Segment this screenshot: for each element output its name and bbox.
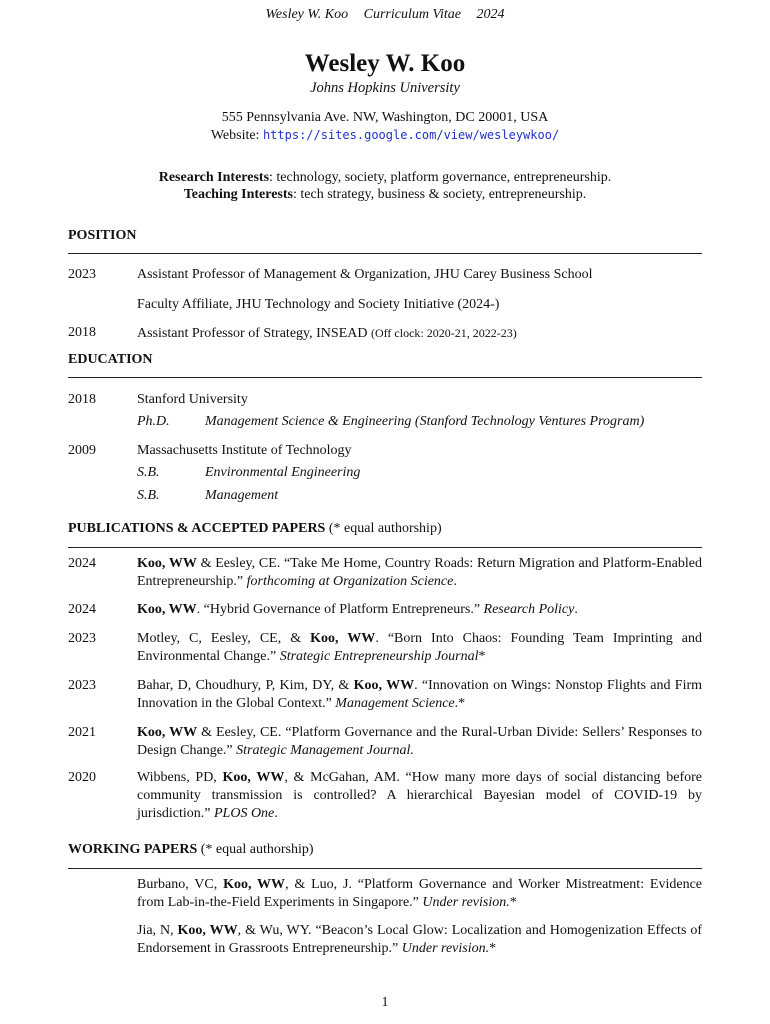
cv-name: Wesley W. Koo xyxy=(304,50,466,77)
pub-year: 2023 xyxy=(68,631,96,646)
pub-year: 2023 xyxy=(68,678,96,693)
pub-venue: forthcoming at Organization Science xyxy=(246,574,454,589)
position-entry: Assistant Professor of Management & Organization, JHU Carey Business School xyxy=(137,267,593,282)
pub-title: & Eesley, CE. “Platform Governance and the Rural-Urban Divide: Sellers’ Responses to Design Change.” xyxy=(137,725,702,758)
section-rule xyxy=(68,868,702,869)
research-label: Research Interests xyxy=(158,170,270,185)
pub-title: . “Innovation on Wings: Nonstop Flights and Firm Innovation in the Global Context.” xyxy=(137,678,703,711)
pub-venue: Strategic Entrepreneurship Journal xyxy=(279,649,479,664)
running-head-name: Wesley W. Koo xyxy=(265,7,349,22)
page-number: 1 xyxy=(381,995,389,1010)
website-label: Website: xyxy=(210,128,260,143)
degree: Ph.D. xyxy=(137,414,170,429)
pub-author-self: Koo, WW xyxy=(137,725,198,740)
pub-title: . “Hybrid Governance of Platform Entrepreneurs.” xyxy=(196,602,484,617)
pub-end: .* xyxy=(454,696,466,711)
pub-end: * xyxy=(478,649,486,664)
teaching-text: : tech strategy, business & society, entrepreneurship. xyxy=(293,187,587,202)
publication-entry xyxy=(137,555,702,591)
pub-author-self: Koo, WW xyxy=(222,770,285,785)
running-head-doc: Curriculum Vitae xyxy=(363,7,461,22)
teaching-interests xyxy=(0,187,770,203)
degree: S.B. xyxy=(137,488,160,503)
wp-end: * xyxy=(489,941,497,956)
pub-author-self: Koo, WW xyxy=(310,631,376,646)
website-line xyxy=(0,128,770,144)
running-head xyxy=(0,7,770,23)
school-name: Stanford University xyxy=(137,392,248,407)
degree-field: Management Science & Engineering (Stanford Technology Ventures Program) xyxy=(205,414,645,429)
pub-title: . “Born Into Chaos: Founding Team Imprinting and Environmental Change.” xyxy=(137,631,702,664)
pub-venue: Strategic Management Journal. xyxy=(236,743,414,758)
section-title-publications xyxy=(68,521,442,537)
working-papers-title: WORKING PAPERS xyxy=(68,842,198,857)
wp-title: , & Luo, J. “Platform Governance and Worker Mistreatment: Evidence from Lab-in-the-Field Experiments in Singapore.” xyxy=(137,877,702,910)
pub-title: & Eesley, CE. “Take Me Home, Country Roads: Return Migration and Platform-Enabled Entrepreneurship.” xyxy=(137,556,702,589)
publication-entry xyxy=(137,769,702,823)
wp-authors: Jia, N, xyxy=(137,923,178,938)
position-text: Assistant Professor of Strategy, INSEAD xyxy=(137,326,368,341)
teaching-label: Teaching Interests xyxy=(183,187,293,202)
pub-venue: PLOS One xyxy=(214,806,275,821)
research-text: : technology, society, platform governance, entrepreneurship. xyxy=(269,170,612,185)
section-title-working-papers xyxy=(68,842,314,858)
publications-note: (* equal authorship) xyxy=(328,521,442,536)
wp-author-self: Koo, WW xyxy=(177,923,238,938)
degree-field: Environmental Engineering xyxy=(205,465,361,480)
wp-status: Under revision. xyxy=(401,941,490,956)
wp-status: Under revision. xyxy=(422,895,510,910)
working-paper-entry xyxy=(137,876,702,912)
section-title-education: EDUCATION xyxy=(68,352,153,367)
position-year: 2018 xyxy=(68,325,96,340)
pub-authors: Wibbens, PD, xyxy=(137,770,223,785)
section-title-position: POSITION xyxy=(68,228,137,243)
pub-title: , & McGahan, AM. “How many more days of social distancing before community transmission is controlled? A hierarchical Bayesian model of COVID-19 by jurisdiction.” xyxy=(137,770,702,821)
position-entry: Faculty Affiliate, JHU Technology and Society Initiative (2024-) xyxy=(137,297,500,312)
publication-entry xyxy=(137,724,702,760)
position-note: (Off clock: 2020-21, 2022-23) xyxy=(370,326,517,340)
pub-venue: Management Science xyxy=(335,696,455,711)
pub-end: . xyxy=(574,602,578,617)
pub-end: . xyxy=(274,806,278,821)
degree: S.B. xyxy=(137,465,160,480)
affiliation: Johns Hopkins University xyxy=(310,80,460,96)
publication-entry xyxy=(137,630,702,666)
pub-year: 2021 xyxy=(68,725,96,740)
working-papers-note: (* equal authorship) xyxy=(200,842,314,857)
degree-field: Management xyxy=(205,488,279,503)
pub-author-self: Koo, WW xyxy=(353,678,415,693)
wp-authors: Burbano, VC, xyxy=(137,877,224,892)
pub-authors: Motley, C, Eesley, CE, & xyxy=(137,631,311,646)
working-paper-entry xyxy=(137,922,702,958)
wp-author-self: Koo, WW xyxy=(223,877,286,892)
position-entry xyxy=(137,324,702,343)
pub-year: 2024 xyxy=(68,602,96,617)
publications-title: PUBLICATIONS & ACCEPTED PAPERS xyxy=(68,521,326,536)
education-year: 2018 xyxy=(68,392,96,407)
school-name: Massachusetts Institute of Technology xyxy=(137,443,352,458)
pub-author-self: Koo, WW xyxy=(137,602,197,617)
section-rule xyxy=(68,547,702,548)
running-head-year: 2024 xyxy=(476,7,505,22)
wp-end: * xyxy=(509,895,517,910)
website-link[interactable]: https://sites.google.com/view/wesleywkoo/ xyxy=(262,128,560,142)
pub-end: . xyxy=(453,574,457,589)
pub-venue: Research Policy xyxy=(483,602,575,617)
section-rule xyxy=(68,377,702,378)
pub-authors: Bahar, D, Choudhury, P, Kim, DY, & xyxy=(137,678,354,693)
pub-author-self: Koo, WW xyxy=(137,556,197,571)
education-year: 2009 xyxy=(68,443,96,458)
publication-entry xyxy=(137,677,702,713)
address: 555 Pennsylvania Ave. NW, Washington, DC 20001, USA xyxy=(221,110,549,125)
research-interests xyxy=(0,170,770,186)
wp-title: , & Wu, WY. “Beacon’s Local Glow: Localization and Homogenization Effects of Endorsement in Grassroots Entrepreneurship.” xyxy=(137,923,703,956)
section-rule xyxy=(68,253,702,254)
position-year: 2023 xyxy=(68,267,96,282)
publication-entry xyxy=(137,601,702,619)
pub-year: 2020 xyxy=(68,770,96,785)
pub-year: 2024 xyxy=(68,556,96,571)
